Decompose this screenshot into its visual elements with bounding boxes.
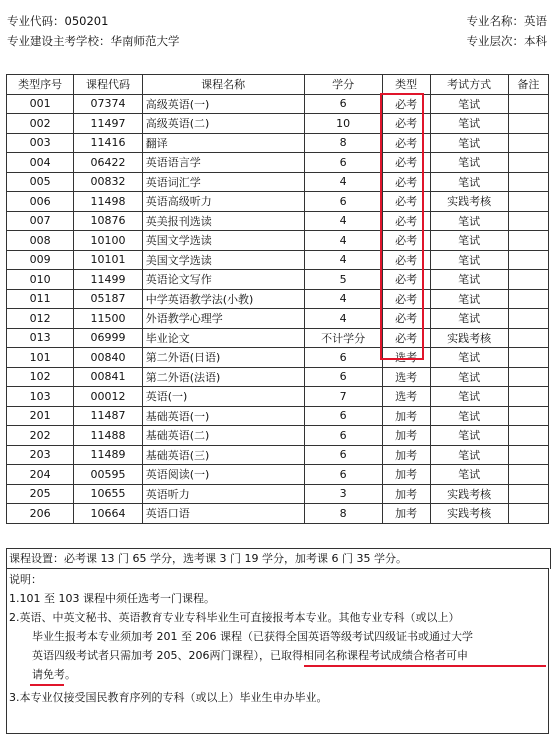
cell-remark [508, 504, 548, 524]
cell-type: 加考 [382, 484, 430, 504]
cell-type: 选考 [382, 348, 430, 368]
cell-name: 毕业论文 [142, 328, 304, 348]
cell-type: 必考 [382, 250, 430, 270]
cell-name: 翻译 [142, 133, 304, 153]
cell-type: 必考 [382, 94, 430, 114]
cell-exam: 笔试 [430, 289, 508, 309]
cell-remark [508, 231, 548, 251]
cell-remark [508, 133, 548, 153]
cell-code: 11499 [74, 270, 142, 290]
notes-section [6, 568, 549, 734]
cell-remark [508, 270, 548, 290]
cell-name: 英国文学选读 [142, 231, 304, 251]
cell-credit: 4 [304, 231, 382, 251]
cell-type: 必考 [382, 192, 430, 212]
cell-code: 00832 [74, 172, 142, 192]
cell-exam: 笔试 [430, 250, 508, 270]
cell-credit: 5 [304, 270, 382, 290]
cell-type: 必考 [382, 328, 430, 348]
note-line: 请免考。 [32, 668, 76, 681]
cell-type: 必考 [382, 153, 430, 173]
cell-type: 必考 [382, 211, 430, 231]
cell-type: 加考 [382, 504, 430, 524]
table-row [7, 289, 549, 309]
cell-code: 06999 [74, 328, 142, 348]
cell-seq: 205 [7, 484, 74, 504]
cell-remark [508, 114, 548, 134]
cell-remark [508, 426, 548, 446]
note-line: 1.101 至 103 课程中须任选考一门课程。 [9, 592, 215, 605]
cell-code: 11500 [74, 309, 142, 329]
cell-name: 英语词汇学 [142, 172, 304, 192]
col-header-remark: 备注 [508, 75, 548, 95]
cell-name: 基础英语(二) [142, 426, 304, 446]
major-level: 专业层次：本科 [466, 34, 547, 48]
cell-credit: 6 [304, 465, 382, 485]
cell-type: 选考 [382, 367, 430, 387]
cell-code: 05187 [74, 289, 142, 309]
cell-seq: 203 [7, 445, 74, 465]
cell-credit: 6 [304, 367, 382, 387]
cell-credit: 6 [304, 153, 382, 173]
cell-name: 英语阅读(一) [142, 465, 304, 485]
cell-name: 英语高级听力 [142, 192, 304, 212]
cell-exam: 笔试 [430, 445, 508, 465]
cell-code: 11416 [74, 133, 142, 153]
col-header-exam: 考试方式 [430, 75, 508, 95]
cell-code: 11489 [74, 445, 142, 465]
notes-title: 说明： [9, 573, 42, 586]
cell-exam: 笔试 [430, 270, 508, 290]
cell-code: 11498 [74, 192, 142, 212]
cell-exam: 笔试 [430, 465, 508, 485]
table-row [7, 387, 549, 407]
cell-remark [508, 94, 548, 114]
cell-type: 必考 [382, 114, 430, 134]
cell-credit: 4 [304, 250, 382, 270]
cell-code: 11488 [74, 426, 142, 446]
cell-remark [508, 445, 548, 465]
cell-type: 必考 [382, 133, 430, 153]
cell-type: 选考 [382, 387, 430, 407]
cell-name: 英语(一) [142, 387, 304, 407]
cell-exam: 笔试 [430, 309, 508, 329]
cell-credit: 10 [304, 114, 382, 134]
cell-name: 英语口语 [142, 504, 304, 524]
cell-seq: 202 [7, 426, 74, 446]
col-header-seq: 类型序号 [7, 75, 74, 95]
table-row [7, 348, 549, 368]
cell-name: 英语论文写作 [142, 270, 304, 290]
cell-type: 必考 [382, 309, 430, 329]
cell-exam: 笔试 [430, 153, 508, 173]
cell-type: 必考 [382, 270, 430, 290]
cell-credit: 4 [304, 289, 382, 309]
cell-code: 10655 [74, 484, 142, 504]
table-row [7, 250, 549, 270]
cell-exam: 笔试 [430, 231, 508, 251]
cell-exam: 笔试 [430, 387, 508, 407]
cell-exam: 笔试 [430, 406, 508, 426]
cell-seq: 101 [7, 348, 74, 368]
cell-exam: 实践考核 [430, 328, 508, 348]
cell-seq: 206 [7, 504, 74, 524]
cell-name: 英语语言学 [142, 153, 304, 173]
cell-seq: 004 [7, 153, 74, 173]
cell-remark [508, 367, 548, 387]
cell-code: 07374 [74, 94, 142, 114]
cell-name: 美国文学选读 [142, 250, 304, 270]
cell-seq: 005 [7, 172, 74, 192]
table-row [7, 153, 549, 173]
note-line: 英语四级考试者只需加考 205、206两门课程），已取得相同名称课程考试成绩合格者可申 [32, 649, 468, 662]
major-code: 专业代码：050201 [7, 14, 109, 28]
table-row [7, 133, 549, 153]
table-row [7, 211, 549, 231]
cell-credit: 4 [304, 211, 382, 231]
cell-seq: 011 [7, 289, 74, 309]
cell-remark [508, 153, 548, 173]
cell-code: 00840 [74, 348, 142, 368]
cell-credit: 6 [304, 406, 382, 426]
cell-remark [508, 211, 548, 231]
col-header-code: 课程代码 [74, 75, 142, 95]
col-header-credit: 学分 [304, 75, 382, 95]
cell-credit: 不计学分 [304, 328, 382, 348]
cell-seq: 009 [7, 250, 74, 270]
cell-exam: 实践考核 [430, 484, 508, 504]
cell-seq: 012 [7, 309, 74, 329]
cell-name: 基础英语(三) [142, 445, 304, 465]
cell-code: 10876 [74, 211, 142, 231]
cell-code: 06422 [74, 153, 142, 173]
cell-credit: 7 [304, 387, 382, 407]
table-row [7, 445, 549, 465]
cell-exam: 笔试 [430, 114, 508, 134]
note-line: 毕业生报考本专业须加考 201 至 206 课程（已获得全国英语等级考试四级证书或通过大学 [32, 630, 473, 643]
cell-credit: 8 [304, 504, 382, 524]
cell-remark [508, 387, 548, 407]
table-row [7, 328, 549, 348]
cell-exam: 笔试 [430, 367, 508, 387]
table-row [7, 270, 549, 290]
cell-code: 00841 [74, 367, 142, 387]
cell-remark [508, 250, 548, 270]
cell-credit: 6 [304, 192, 382, 212]
cell-credit: 6 [304, 348, 382, 368]
cell-seq: 013 [7, 328, 74, 348]
cell-seq: 201 [7, 406, 74, 426]
cell-remark [508, 406, 548, 426]
cell-credit: 6 [304, 445, 382, 465]
red-underline [30, 684, 64, 686]
cell-name: 中学英语教学法(小教) [142, 289, 304, 309]
table-row [7, 94, 549, 114]
cell-name: 外语教学心理学 [142, 309, 304, 329]
cell-code: 11487 [74, 406, 142, 426]
cell-seq: 102 [7, 367, 74, 387]
cell-credit: 3 [304, 484, 382, 504]
cell-code: 00595 [74, 465, 142, 485]
red-underline [304, 665, 546, 667]
cell-name: 英美报刊选读 [142, 211, 304, 231]
cell-name: 英语听力 [142, 484, 304, 504]
cell-name: 高级英语(一) [142, 94, 304, 114]
cell-code: 10101 [74, 250, 142, 270]
cell-seq: 001 [7, 94, 74, 114]
table-row [7, 426, 549, 446]
cell-credit: 4 [304, 172, 382, 192]
col-header-type: 类型 [382, 75, 430, 95]
table-row [7, 172, 549, 192]
cell-seq: 008 [7, 231, 74, 251]
cell-exam: 笔试 [430, 426, 508, 446]
table-row [7, 114, 549, 134]
course-summary: 课程设置：必考课 13 门 65 学分，选考课 3 门 19 学分，加考课 6 门 35 学分。 [6, 548, 551, 569]
cell-code: 10664 [74, 504, 142, 524]
cell-exam: 笔试 [430, 211, 508, 231]
cell-credit: 6 [304, 426, 382, 446]
cell-exam: 笔试 [430, 133, 508, 153]
cell-type: 加考 [382, 465, 430, 485]
major-name: 专业名称：英语 [466, 14, 547, 28]
cell-seq: 007 [7, 211, 74, 231]
cell-seq: 006 [7, 192, 74, 212]
cell-name: 基础英语(一) [142, 406, 304, 426]
cell-remark [508, 309, 548, 329]
course-table [6, 74, 549, 524]
table-row [7, 406, 549, 426]
cell-remark [508, 348, 548, 368]
cell-remark [508, 328, 548, 348]
cell-remark [508, 465, 548, 485]
cell-exam: 笔试 [430, 348, 508, 368]
cell-seq: 010 [7, 270, 74, 290]
cell-seq: 003 [7, 133, 74, 153]
cell-seq: 204 [7, 465, 74, 485]
table-row [7, 231, 549, 251]
cell-credit: 8 [304, 133, 382, 153]
cell-type: 必考 [382, 172, 430, 192]
cell-exam: 实践考核 [430, 192, 508, 212]
table-row [7, 192, 549, 212]
cell-name: 第二外语(日语) [142, 348, 304, 368]
cell-name: 第二外语(法语) [142, 367, 304, 387]
cell-code: 00012 [74, 387, 142, 407]
cell-type: 必考 [382, 289, 430, 309]
cell-credit: 6 [304, 94, 382, 114]
cell-type: 加考 [382, 426, 430, 446]
col-header-name: 课程名称 [142, 75, 304, 95]
cell-exam: 笔试 [430, 94, 508, 114]
table-row [7, 367, 549, 387]
cell-code: 10100 [74, 231, 142, 251]
table-row [7, 465, 549, 485]
cell-credit: 4 [304, 309, 382, 329]
table-header-row [7, 75, 549, 95]
host-school: 专业建设主考学校：华南师范大学 [7, 34, 180, 48]
cell-exam: 笔试 [430, 172, 508, 192]
table-row [7, 484, 549, 504]
cell-remark [508, 172, 548, 192]
cell-remark [508, 289, 548, 309]
cell-seq: 103 [7, 387, 74, 407]
note-line: 3.本专业仅接受国民教育序列的专科（或以上）毕业生申办毕业。 [9, 691, 328, 704]
cell-remark [508, 192, 548, 212]
cell-exam: 实践考核 [430, 504, 508, 524]
cell-seq: 002 [7, 114, 74, 134]
cell-type: 加考 [382, 406, 430, 426]
cell-type: 必考 [382, 231, 430, 251]
note-line: 2.英语、中英文秘书、英语教育专业专科毕业生可直接报考本专业。其他专业专科（或以上） [9, 611, 460, 624]
cell-type: 加考 [382, 445, 430, 465]
cell-name: 高级英语(二) [142, 114, 304, 134]
table-row [7, 504, 549, 524]
cell-remark [508, 484, 548, 504]
cell-code: 11497 [74, 114, 142, 134]
table-row [7, 309, 549, 329]
